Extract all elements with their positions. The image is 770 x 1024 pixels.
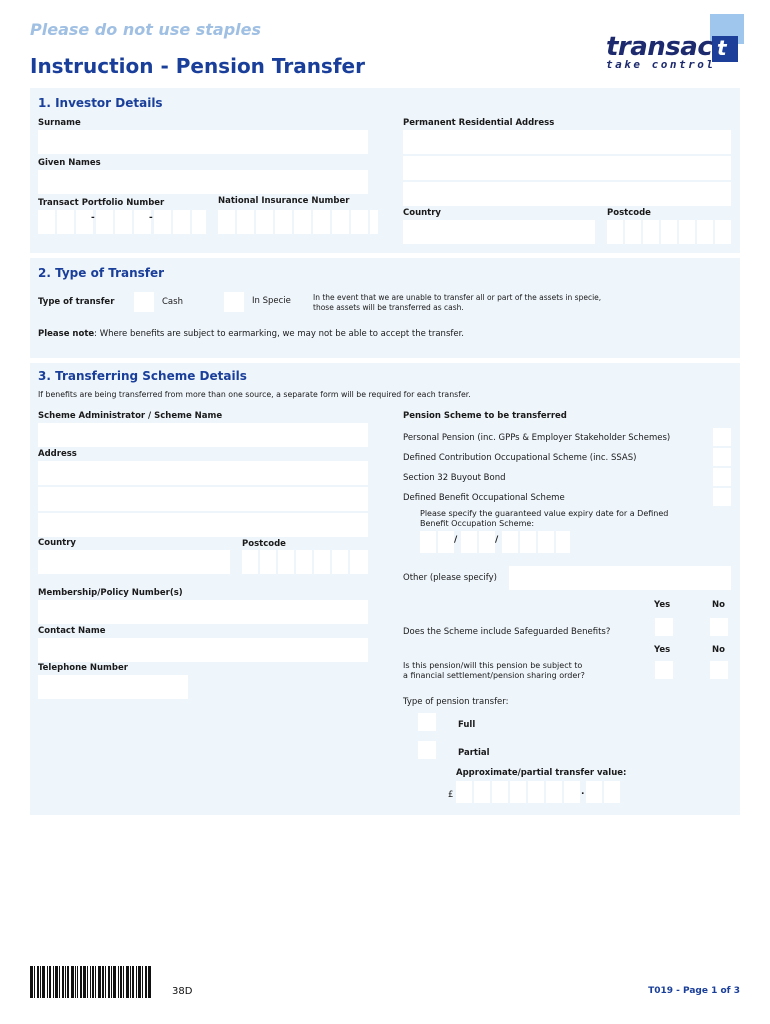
given-names-label: Given Names	[38, 158, 101, 168]
portfolio-cell[interactable]	[57, 210, 74, 234]
in-specie-checkbox[interactable]	[224, 292, 244, 312]
portfolio-dash: -	[149, 213, 153, 223]
postcode-cell[interactable]	[661, 220, 677, 244]
telephone-label: Telephone Number	[38, 663, 128, 673]
given-names-field[interactable]	[38, 170, 368, 194]
option-dc-scheme: Defined Contribution Occupational Scheme (inc. SSAS)	[403, 453, 637, 463]
safeguarded-question: Does the Scheme include Safeguarded Benefits?	[403, 627, 611, 637]
partial-label: Partial	[458, 748, 490, 758]
sharing-yes-checkbox[interactable]	[655, 661, 673, 679]
logo-word: transac	[606, 32, 713, 62]
earmarking-note-text: : Where benefits are subject to earmarking, we may not be able to accept the transfer.	[94, 329, 465, 339]
in-specie-label: In Specie	[252, 296, 291, 306]
membership-label: Membership/Policy Number(s)	[38, 588, 183, 598]
ni-cell[interactable]	[237, 210, 254, 234]
date-cell[interactable]	[461, 531, 477, 553]
cash-checkbox[interactable]	[134, 292, 154, 312]
value-cell[interactable]	[510, 781, 526, 803]
in-specie-note-line-2: those assets will be transferred as cash.	[313, 303, 464, 312]
date-cell[interactable]	[420, 531, 436, 553]
scheme-postcode-cell[interactable]	[314, 550, 330, 574]
barcode	[30, 966, 151, 998]
db-expiry-note	[420, 509, 668, 529]
safeguarded-no-checkbox[interactable]	[710, 618, 728, 636]
staples-notice: Please do not use staples	[30, 20, 262, 39]
address-line-1[interactable]	[403, 130, 731, 154]
scheme-address-line-1[interactable]	[38, 461, 368, 485]
portfolio-cell[interactable]	[192, 210, 206, 234]
db-expiry-note-line-1: Please specify the guaranteed value expiry date for a Defined	[420, 509, 669, 518]
scheme-admin-field[interactable]	[38, 423, 368, 447]
option-personal-pension: Personal Pension (inc. GPPs & Employer Stakeholder Schemes)	[403, 433, 671, 443]
portfolio-cell[interactable]	[38, 210, 55, 234]
date-cell[interactable]	[502, 531, 518, 553]
postcode-cell[interactable]	[643, 220, 659, 244]
value-cell[interactable]	[474, 781, 490, 803]
contact-name-field[interactable]	[38, 638, 368, 662]
surname-field[interactable]	[38, 130, 368, 154]
section-heading: 1. Investor Details	[38, 96, 163, 110]
portfolio-cell[interactable]	[173, 210, 190, 234]
portfolio-cell[interactable]	[96, 210, 113, 234]
contact-name-label: Contact Name	[38, 626, 106, 636]
in-specie-note	[313, 293, 601, 313]
surname-label: Surname	[38, 118, 81, 128]
date-cell[interactable]	[538, 531, 554, 553]
address-line-2[interactable]	[403, 156, 731, 180]
scheme-postcode-label: Postcode	[242, 539, 286, 549]
safeguarded-yes-checkbox[interactable]	[655, 618, 673, 636]
scheme-postcode-cell[interactable]	[242, 550, 258, 574]
scheme-postcode-cell[interactable]	[350, 550, 368, 574]
scheme-admin-label: Scheme Administrator / Scheme Name	[38, 411, 223, 421]
barcode-code: 38D	[172, 986, 193, 997]
option-section-32-checkbox[interactable]	[713, 468, 731, 486]
transact-logo	[600, 14, 745, 74]
other-label: Other (please specify)	[403, 573, 497, 583]
date-cell[interactable]	[556, 531, 570, 553]
db-expiry-note-line-2: Benefit Occupation Scheme:	[420, 519, 535, 528]
yes-header: Yes	[654, 645, 671, 655]
scheme-postcode-cell[interactable]	[332, 550, 348, 574]
in-specie-note-line-1: In the event that we are unable to transfer all or part of the assets in specie,	[313, 293, 602, 302]
value-cell[interactable]	[564, 781, 580, 803]
portfolio-cell[interactable]	[115, 210, 132, 234]
earmarking-note-bold: Please note	[38, 329, 95, 339]
section-heading: 2. Type of Transfer	[38, 266, 165, 280]
ni-cell[interactable]	[294, 210, 311, 234]
logo-letter: t	[717, 36, 727, 60]
ni-cell[interactable]	[218, 210, 235, 234]
page-title: Instruction - Pension Transfer	[30, 54, 365, 78]
decimal-point: .	[581, 787, 585, 797]
date-separator: /	[454, 535, 458, 545]
telephone-field[interactable]	[38, 675, 188, 699]
portfolio-dash: -	[91, 213, 95, 223]
value-cell[interactable]	[528, 781, 544, 803]
option-personal-pension-checkbox[interactable]	[713, 428, 731, 446]
sharing-order-question-line-2: a financial settlement/pension sharing order?	[403, 671, 585, 680]
date-separator: /	[495, 535, 499, 545]
sharing-no-checkbox[interactable]	[710, 661, 728, 679]
scheme-postcode-cell[interactable]	[296, 550, 312, 574]
ni-cell[interactable]	[275, 210, 292, 234]
scheme-postcode-cell[interactable]	[260, 550, 276, 574]
country-label: Country	[403, 208, 441, 218]
pension-scheme-label: Pension Scheme to be transferred	[403, 411, 567, 421]
portfolio-cell[interactable]	[154, 210, 171, 234]
postcode-cell[interactable]	[625, 220, 641, 244]
value-cell[interactable]	[546, 781, 562, 803]
postcode-label: Postcode	[607, 208, 651, 218]
page-reference: T019 - Page 1 of 3	[648, 986, 740, 996]
option-db-scheme-checkbox[interactable]	[713, 488, 731, 506]
scheme-address-label: Address	[38, 449, 77, 459]
postcode-cell[interactable]	[607, 220, 623, 244]
ni-cell[interactable]	[256, 210, 273, 234]
full-checkbox[interactable]	[418, 713, 436, 731]
section-heading: 3. Transferring Scheme Details	[38, 369, 247, 383]
type-of-transfer-section	[30, 258, 740, 358]
postcode-cell[interactable]	[697, 220, 713, 244]
earmarking-note	[38, 329, 464, 339]
type-of-transfer-label: Type of transfer	[38, 297, 115, 307]
full-label: Full	[458, 720, 476, 730]
currency-symbol: £	[448, 790, 454, 800]
option-db-scheme: Defined Benefit Occupational Scheme	[403, 493, 565, 503]
partial-checkbox[interactable]	[418, 741, 436, 759]
scheme-country-label: Country	[38, 538, 76, 548]
scheme-address-line-3[interactable]	[38, 513, 368, 537]
value-cell[interactable]	[456, 781, 472, 803]
address-label: Permanent Residential Address	[403, 118, 555, 128]
value-cell[interactable]	[604, 781, 620, 803]
scheme-address-line-2[interactable]	[38, 487, 368, 511]
logo-tagline: take control	[606, 58, 716, 71]
yes-header: Yes	[654, 600, 671, 610]
other-field[interactable]	[509, 566, 731, 590]
sharing-order-question-line-1: Is this pension/will this pension be subject to	[403, 661, 583, 670]
cash-label: Cash	[162, 297, 183, 307]
postcode-cell[interactable]	[679, 220, 695, 244]
portfolio-number-label: Transact Portfolio Number	[38, 198, 165, 208]
postcode-cell[interactable]	[715, 220, 731, 244]
investor-details-section	[30, 88, 740, 253]
value-cell[interactable]	[586, 781, 602, 803]
option-dc-scheme-checkbox[interactable]	[713, 448, 731, 466]
scheme-country-field[interactable]	[38, 550, 230, 574]
section-intro: If benefits are being transferred from more than one source, a separate form will be required for each transfer.	[38, 390, 471, 399]
pension-transfer-type-label: Type of pension transfer:	[403, 697, 509, 707]
ni-number-label: National Insurance Number	[218, 196, 350, 206]
no-header: No	[712, 645, 725, 655]
date-cell[interactable]	[479, 531, 495, 553]
ni-cell[interactable]	[351, 210, 368, 234]
date-cell[interactable]	[520, 531, 536, 553]
country-field[interactable]	[403, 220, 595, 244]
no-header: No	[712, 600, 725, 610]
ni-cell[interactable]	[370, 210, 378, 234]
value-cell[interactable]	[492, 781, 508, 803]
sharing-order-question	[403, 661, 585, 681]
address-line-3[interactable]	[403, 182, 731, 206]
scheme-postcode-cell[interactable]	[278, 550, 294, 574]
membership-field[interactable]	[38, 600, 368, 624]
ni-cell[interactable]	[332, 210, 349, 234]
option-section-32: Section 32 Buyout Bond	[403, 473, 506, 483]
transferring-scheme-section	[30, 363, 740, 815]
ni-cell[interactable]	[313, 210, 330, 234]
date-cell[interactable]	[438, 531, 454, 553]
transfer-value-label: Approximate/partial transfer value:	[456, 768, 627, 778]
